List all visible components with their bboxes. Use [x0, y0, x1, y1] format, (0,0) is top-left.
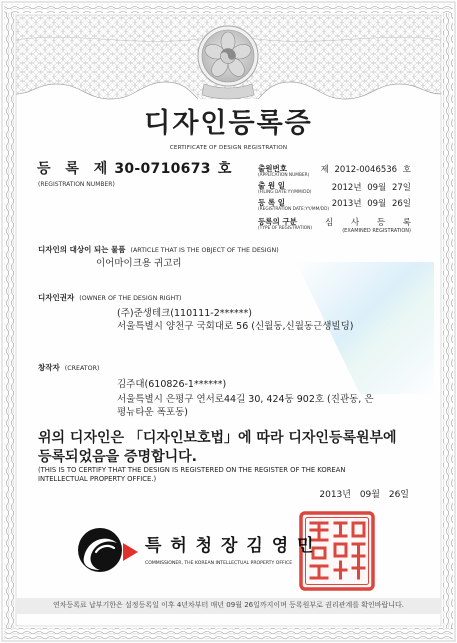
article-value: 이어마이크용 귀고리 [96, 258, 182, 269]
owner-name: (주)준생테크(110111-2******) [117, 308, 252, 319]
owner-section-heading [38, 294, 182, 303]
left-border-strip [4, 13, 14, 628]
application-number-label-en: (APPLICATION NUMBER) [258, 173, 310, 178]
certification-statement-en-line: (THIS IS TO CERTIFY THAT THE DESIGN IS REGISTERED ON THE REGISTER OF THE KOREAN [38, 466, 346, 474]
issuer-title: 특 허 청 장 김 영 민 [145, 536, 315, 556]
creator-address-line: 서울특별시 은평구 연서로44길 30, 424동 902호 (진관동, 은 [117, 394, 374, 405]
certificate-title: 디자인등록증 [144, 108, 313, 139]
government-emblem-icon [196, 20, 260, 100]
issuer-title-en: COMMISSIONER, THE KOREAN INTELLECTUAL PROPERTY OFFICE [145, 561, 293, 566]
registration-number-row [37, 161, 231, 177]
application-number-value: 제 2012-0046536 호 [320, 165, 411, 175]
creator-name: 김주대(610826-1******) [117, 379, 227, 390]
owner-label-en: (OWNER OF THE DESIGN RIGHT) [79, 295, 182, 302]
filing-date-label: 출 원 일 [258, 181, 285, 190]
official-seal-icon [298, 510, 376, 592]
registration-date-label-en: (REGISTRATION DATE:YY/MM/DD) [258, 207, 330, 212]
application-number-label: 출원번호 [258, 164, 287, 173]
certification-date: 2013년 09월 26일 [319, 490, 409, 500]
owner-label: 디자인권자 [38, 293, 75, 302]
registration-type-value: 심 사 등 록 [325, 218, 417, 228]
registration-type-label: 등록의 구분 [258, 217, 297, 226]
registration-number-suffix: 호 [217, 161, 232, 177]
registration-date-label: 등 록 일 [258, 198, 285, 207]
creator-address-line: 평뉴타운 폭포동) [117, 407, 188, 418]
bottom-border-strip [4, 628, 453, 639]
certification-statement-line: 등록되었음을 증명합니다. [38, 449, 197, 465]
registration-type-label-en: (TYPE OF REGISTRATION) [258, 226, 313, 231]
certification-statement-en-line: INTELLECTUAL PROPERTY OFFICE.) [38, 475, 157, 483]
right-border-strip [443, 13, 453, 628]
creator-label-en: (CREATOR) [64, 365, 100, 372]
article-label-en: (ARTICLE THAT IS THE OBJECT OF THE DESIGN) [130, 247, 279, 254]
registration-number-label: 등 록 제 [37, 161, 113, 177]
filing-date-label-en: (FILING DATE:YY/MM/DD) [258, 190, 312, 195]
article-section-heading [38, 246, 279, 255]
top-border-strip [4, 4, 453, 13]
certificate-subtitle: CERTIFICATE OF DESIGN REGISTRATION [169, 145, 288, 151]
kipo-logo-icon [76, 524, 140, 576]
article-label: 디자인의 대상이 되는 물품 [38, 245, 126, 254]
creator-section-heading [38, 364, 99, 373]
registration-date-value: 2013년 09월 26일 [331, 199, 411, 209]
owner-address: 서울특별시 양천구 국회대로 56 (신월동,신월동근생빌딩) [117, 321, 354, 332]
creator-label: 창작자 [38, 363, 60, 372]
filing-date-value: 2012년 09월 27일 [331, 183, 411, 193]
registration-type-value-en: (EXAMINED REGISTRATION) [342, 228, 411, 234]
certification-statement-line: 위의 디자인은 「디자인보호법」에 따라 디자인등록원부에 [38, 430, 397, 446]
registration-number-label-en: (REGISTRATION NUMBER) [38, 181, 115, 188]
registration-number-value: 30-0710673 [114, 161, 211, 177]
footer-notice: 연차등록료 납부기한은 설정등록일 이후 4년차부터 매년 09월 26일까지이며 등록원부로 권리관계를 확인바랍니다. [52, 601, 405, 609]
